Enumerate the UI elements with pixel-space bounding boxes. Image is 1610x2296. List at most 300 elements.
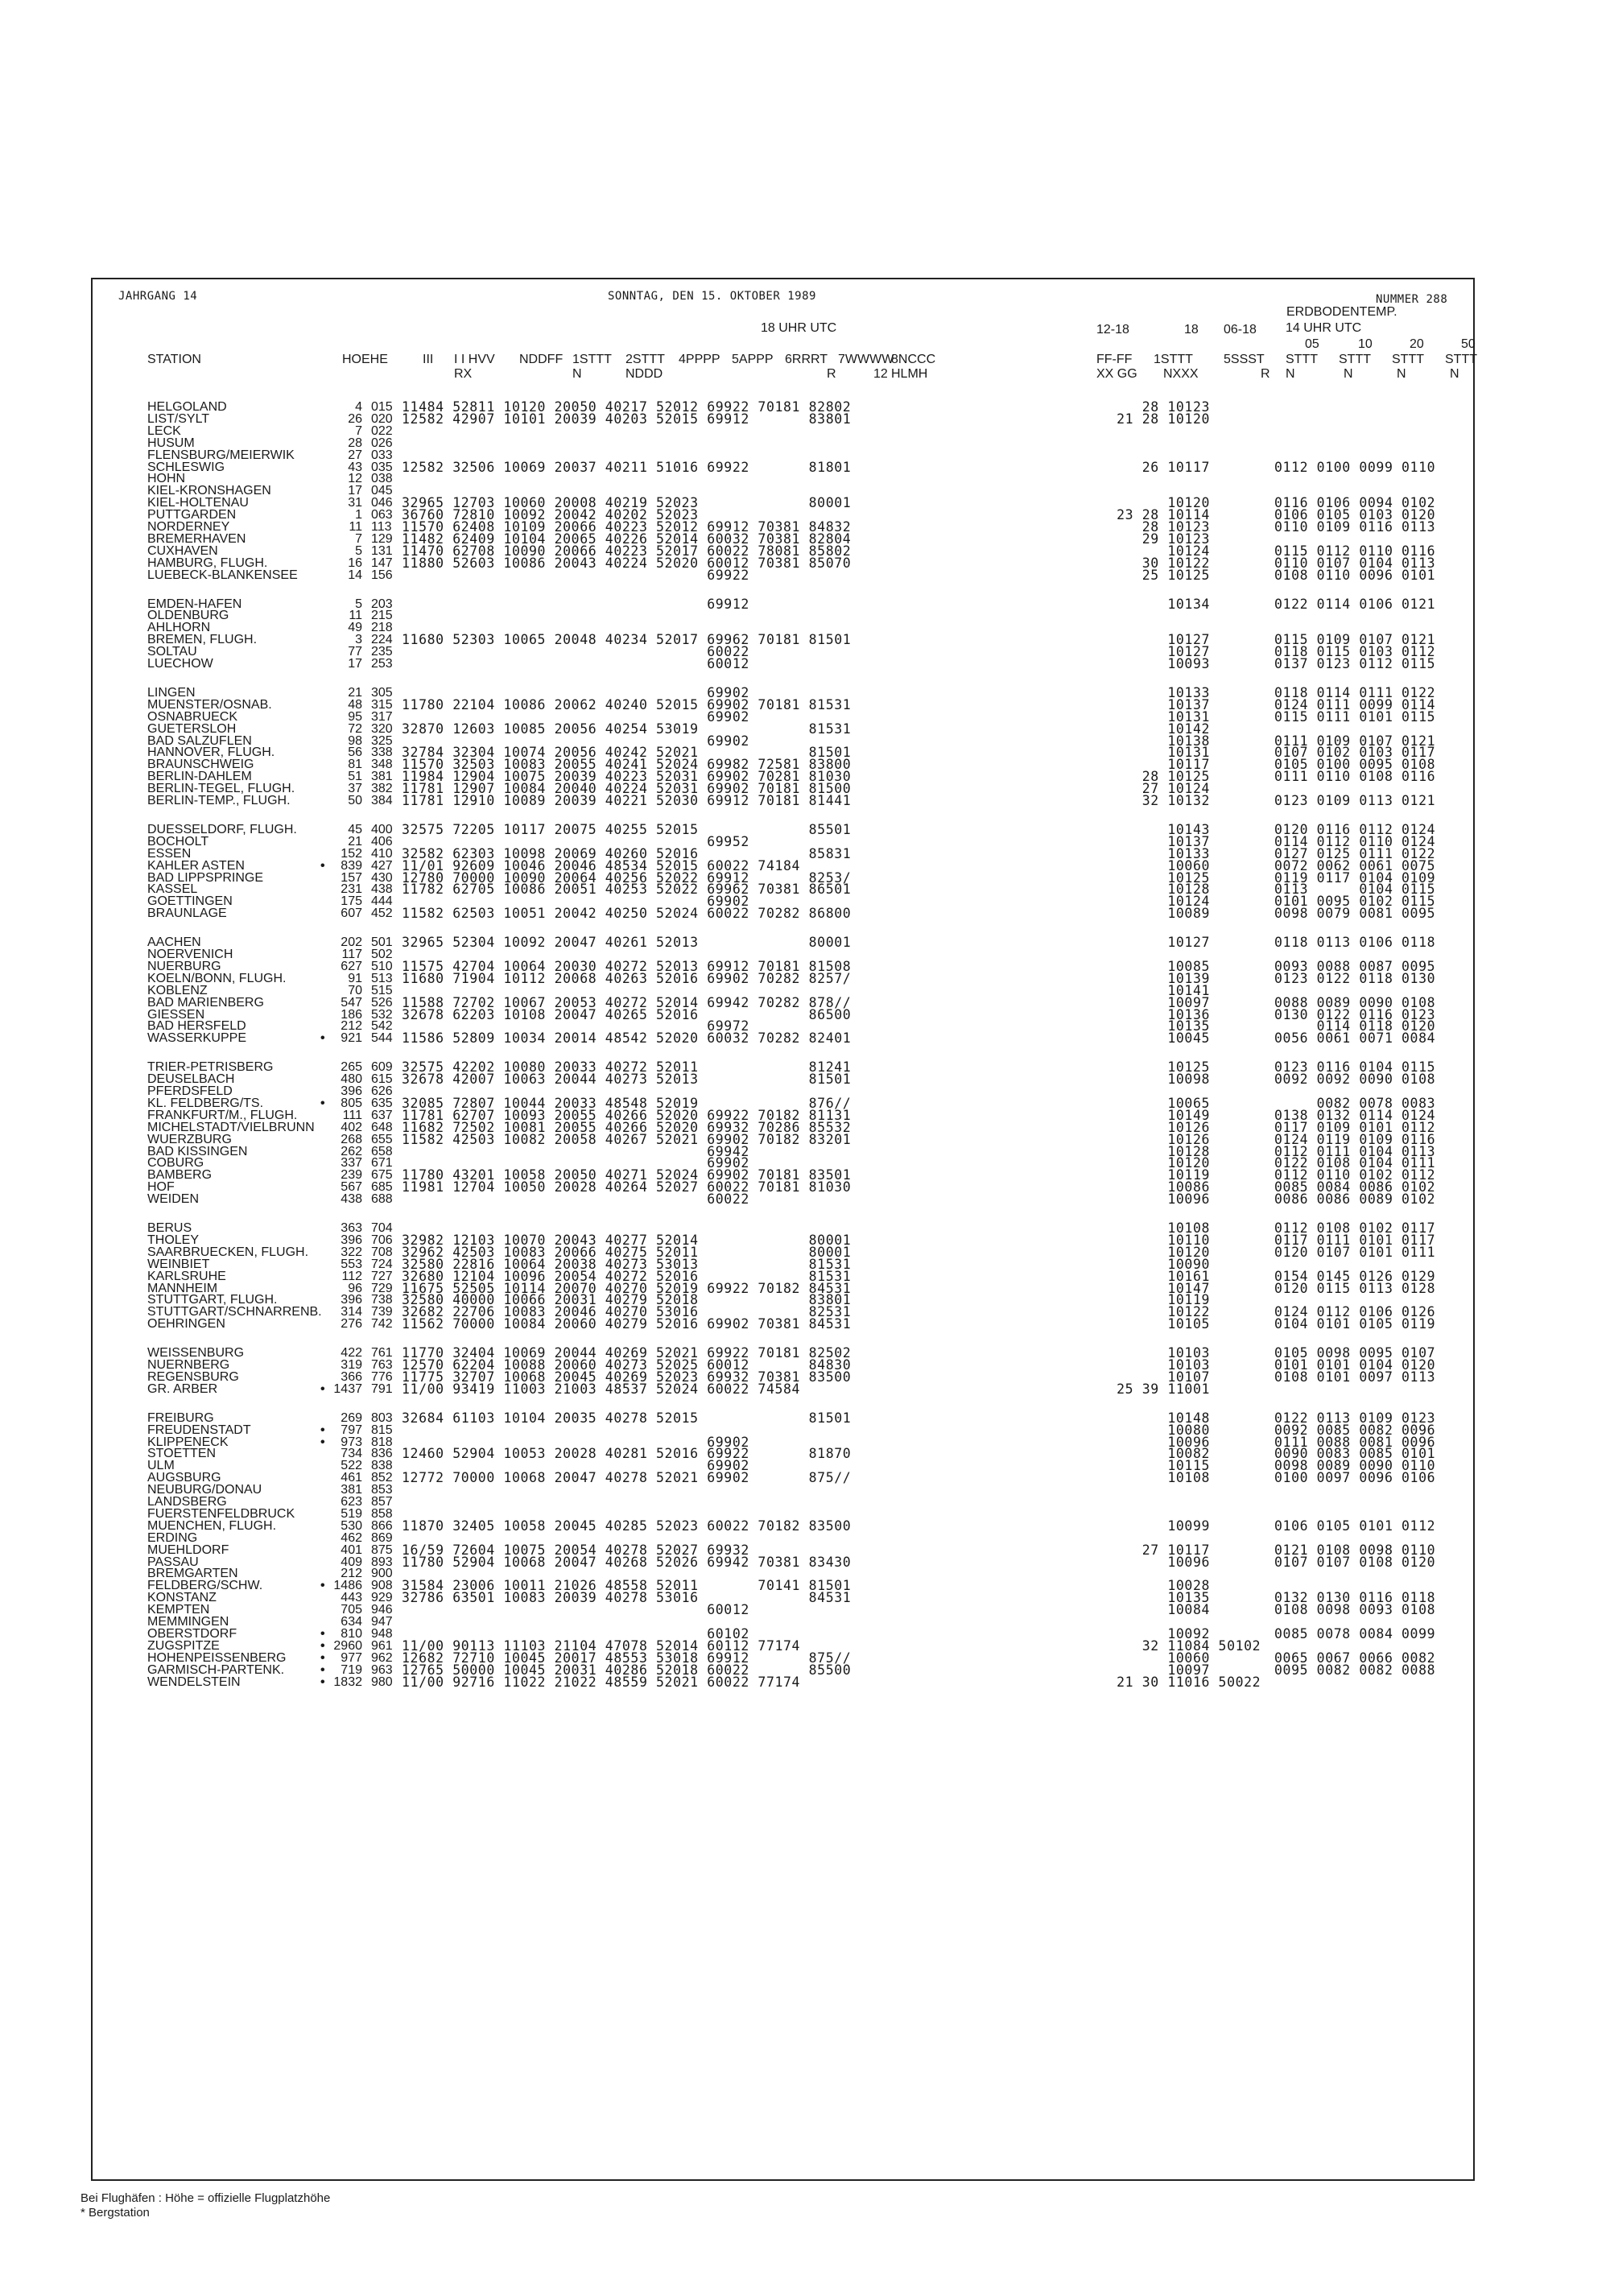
soil-temps: 0123 0109 0113 0121 [1274,793,1436,808]
synop-groups: 11570 32503 10083 20055 40241 52024 69982 72581 83800 [402,757,852,773]
extreme-groups: 10122 [1083,1304,1211,1320]
extreme-groups: 21 28 10120 [1083,411,1211,427]
synop-groups: 11586 52809 10034 20014 48542 52020 60032 70282 82401 [402,1030,852,1047]
mountain-marker: • [320,1579,325,1593]
station-id: 893 [371,1555,393,1569]
synop-groups: 11582 42503 10082 20058 40267 52021 69902 70182 83201 [402,1131,852,1147]
extreme-groups: 10090 [1083,1256,1211,1272]
station-id: 315 [371,697,393,712]
depth-05: 05 [1305,337,1319,351]
station-name: THOLEY [147,1233,200,1247]
extreme-groups: 10096 [1083,1554,1211,1570]
station-height: 519 [341,1506,362,1521]
mountain-marker: • [320,1435,325,1449]
col-iii: III [423,353,434,366]
col-7wwww: 7WWWW [838,353,894,366]
soil-temps: 0106 0105 0103 0120 [1274,507,1436,523]
synop-groups: 69902 [402,708,749,725]
station-name: AHLHORN [147,621,211,635]
station-id: 685 [371,1180,393,1195]
station-name: GARMISCH-PARTENK. [147,1662,285,1677]
soil-temps: 0112 0108 0102 0117 [1274,1220,1436,1236]
station-height: 797 [341,1423,362,1437]
extreme-groups: 10147 [1083,1280,1211,1296]
synop-groups: 32786 63501 10083 20039 40278 53016 84531 [402,1590,852,1606]
station-id: 742 [371,1317,393,1332]
jahrgang-label: JAHRGANG 14 [118,290,198,303]
station-height: 45 [348,822,362,836]
station-height: 98 [348,733,362,748]
station-id: 022 [371,423,393,438]
synop-groups: 60022 [402,644,749,660]
synop-groups: 11562 70000 10084 20060 40279 52016 69902 70381 84531 [402,1316,852,1332]
synop-groups: 11680 71904 10112 20068 40263 52016 69902 70282 8257/ [402,970,852,986]
station-height: 111 [342,1108,362,1122]
station-name: LANDSBERG [147,1495,227,1509]
station-height: 839 [341,858,362,873]
station-height: 401 [341,1542,362,1557]
synop-groups: 11/01 92609 10046 20046 48534 52015 60022 74184 [402,857,801,873]
extreme-groups: 10131 [1083,708,1211,725]
extreme-groups: 10142 [1083,721,1211,737]
station-height: 319 [341,1358,362,1372]
station-name: KAHLER ASTEN [147,858,245,873]
station-height: 973 [341,1435,362,1449]
col-4pppp: 4PPPP [679,353,720,366]
station-id: 156 [371,568,393,582]
synop-groups: 11484 52811 10120 20050 40217 52012 69922 70181 82802 [402,399,852,415]
synop-groups: 12780 70000 10090 20064 40256 52022 69912 8253/ [402,869,852,886]
station-height: 202 [341,935,362,950]
soil-temps: 0098 0079 0081 0095 [1274,906,1436,922]
soil-temps: 0085 0084 0086 0102 [1274,1179,1436,1195]
station-id: 858 [371,1506,393,1521]
station-id: 305 [371,685,393,700]
station-height: 396 [341,1293,362,1307]
soil-temps: 0124 0111 0099 0114 [1274,696,1436,712]
col-r2: R [1261,367,1270,381]
soil-temps: 0065 0067 0066 0082 [1274,1650,1436,1666]
station-id: 739 [371,1305,393,1319]
station-height: 719 [341,1662,362,1677]
station-id: 675 [371,1168,393,1183]
synop-groups: 11/00 92716 11022 21022 48559 52021 60022 77174 [402,1674,801,1690]
station-name: LUEBECK-BLANKENSEE [147,568,298,582]
station-id: 609 [371,1060,393,1075]
soil-temps: 0111 0088 0081 0096 [1274,1434,1436,1450]
station-height: 396 [341,1233,362,1247]
station-id: 615 [371,1072,393,1087]
station-row [93,1031,1473,1046]
station-name: OBERSTDORF [147,1626,237,1641]
soil-temps: 0117 0109 0101 0112 [1274,1119,1436,1135]
mountain-marker: • [320,1031,325,1046]
station-name: HOHENPEISSENBERG [147,1650,287,1665]
extreme-groups: 10117 [1083,757,1211,773]
station-name: KIEL-HOLTENAU [147,496,249,510]
station-name: FLENSBURG/MEIERWIK [147,448,295,462]
station-id: 035 [371,460,393,474]
synop-groups: 32580 22816 10064 20038 40273 53013 81531 [402,1256,852,1272]
extreme-groups: 10137 [1083,833,1211,849]
col-n1: N [1286,367,1295,381]
soil-temps: 0123 0116 0104 0115 [1274,1059,1436,1076]
col-nddd: NDDD [625,367,663,381]
station-height: 81 [348,758,362,772]
synop-groups: 12460 52904 10053 20028 40281 52016 69922 81870 [402,1446,852,1462]
depth-50: 50 [1461,337,1476,351]
synop-groups: 11675 52505 10114 20070 40270 52019 69922 70182 84531 [402,1280,852,1296]
mountain-marker: • [320,1638,325,1653]
extreme-groups: 10097 [1083,994,1211,1010]
extreme-groups: 10060 [1083,857,1211,873]
station-name: HAMBURG, FLUGH. [147,555,268,570]
station-height: 547 [341,995,362,1010]
station-id: 857 [371,1495,393,1509]
extreme-groups: 10080 [1083,1422,1211,1438]
station-name: WEINBIET [147,1257,210,1271]
extreme-groups: 10096 [1083,1434,1211,1450]
station-row [93,1317,1473,1332]
station-name: SCHLESWIG [147,460,225,474]
synop-groups: 32965 52304 10092 20047 40261 52013 80001 [402,935,852,951]
mountain-marker: • [320,1662,325,1677]
extreme-groups: 23 28 10114 [1083,507,1211,523]
station-height: 12 [348,472,362,486]
station-name: BREMERHAVEN [147,531,246,546]
soil-temps: 0111 0110 0108 0116 [1274,769,1436,785]
utc14-label: 14 UHR UTC [1286,321,1362,335]
synop-groups: 12582 32506 10069 20037 40211 51016 69922 81801 [402,459,852,475]
col-12: 12 [873,367,888,381]
extreme-groups: 10120 [1083,1155,1211,1171]
station-row [93,906,1473,921]
station-name: BERUS [147,1221,192,1235]
mountain-marker: • [320,1423,325,1437]
synop-groups: 36760 72810 10092 20042 40202 52023 [402,507,699,523]
station-height: 276 [341,1317,362,1332]
report-table-frame [91,278,1475,2181]
extreme-groups: 10128 [1083,882,1211,898]
synop-groups: 32682 22706 10083 20046 40270 53016 82531 [402,1304,852,1320]
soil-temps: 0118 0114 0111 0122 [1274,684,1436,700]
station-id: 962 [371,1650,393,1665]
station-id: 400 [371,822,393,836]
extreme-groups: 10045 [1083,1030,1211,1047]
station-name: REGENSBURG [147,1369,239,1384]
soil-temps: 0092 0085 0082 0096 [1274,1422,1436,1438]
station-name: TRIER-PETRISBERG [147,1060,274,1075]
station-id: 761 [371,1346,393,1361]
synop-groups: 12765 50000 10045 20031 40286 52018 60022 85500 [402,1662,852,1678]
station-id: 382 [371,782,393,796]
station-name: KONSTANZ [147,1591,217,1605]
depth-10: 10 [1358,337,1373,351]
synop-groups: 12772 70000 10068 20047 40278 52021 69902 875// [402,1470,852,1486]
station-height: 567 [341,1180,362,1195]
synop-groups: 11680 52303 10065 20048 40234 52017 69962 70181 81501 [402,632,852,648]
col-1sttt: 1STTT [572,353,612,366]
station-height: 422 [341,1346,362,1361]
station-height: 49 [348,621,362,635]
station-id: 235 [371,645,393,659]
soil-temps: 0104 0101 0105 0119 [1274,1316,1436,1332]
station-id: 129 [371,531,393,546]
extreme-groups: 10103 [1083,1357,1211,1373]
station-row [93,568,1473,583]
synop-groups: 32962 42503 10083 20066 40275 52011 80001 [402,1244,852,1260]
station-id: 815 [371,1423,393,1437]
station-id: 381 [371,770,393,784]
synop-groups: 69902 [402,1434,749,1450]
extreme-groups: 10139 [1083,970,1211,986]
station-id: 637 [371,1108,393,1122]
soil-temps: 0118 0115 0103 0112 [1274,644,1436,660]
col-5ssst: 5SSST [1224,353,1265,366]
station-id: 045 [371,484,393,498]
station-height: 96 [348,1281,362,1295]
station-height: 48 [348,697,362,712]
soil-temps: 0117 0111 0101 0117 [1274,1232,1436,1248]
synop-groups: 32678 42007 10063 20044 40273 52013 81501 [402,1072,852,1088]
extreme-groups: 10120 [1083,495,1211,511]
mountain-marker: • [320,1381,325,1396]
station-name: WUERZBURG [147,1132,232,1146]
station-height: 11 [349,520,362,534]
station-id: 875 [371,1542,393,1557]
soil-temps: 0122 0113 0109 0123 [1274,1410,1436,1426]
station-id: 203 [371,597,393,611]
col-soil-50: STTT [1445,353,1477,366]
station-name: MUENCHEN, FLUGH. [147,1518,277,1533]
synop-groups: 11/00 93419 11003 21003 48537 52024 60022 74584 [402,1381,801,1397]
station-name: LECK [147,423,181,438]
footnote-airport: Bei Flughäfen : Höhe = offizielle Flugplatzhöhe [80,2191,331,2205]
station-id: 501 [371,935,393,950]
station-id: 776 [371,1369,393,1384]
station-name: WENDELSTEIN [147,1675,241,1689]
station-name: OLDENBURG [147,609,229,623]
station-name: BERLIN-TEMP., FLUGH. [147,794,291,807]
col-8nccc: 8NCCC [891,353,936,366]
utc18-label: 18 UHR UTC [761,321,837,335]
station-name: WEIDEN [147,1192,199,1207]
extreme-groups: 25 10125 [1083,567,1211,583]
station-height: 26 [348,411,362,426]
station-height: 186 [341,1007,362,1022]
station-row [93,794,1473,808]
station-height: 117 [341,948,362,961]
station-height: 443 [341,1591,362,1605]
soil-temps: 0113 0104 0115 [1274,882,1436,898]
extreme-groups: 32 10132 [1083,793,1211,808]
soil-temps: 0090 0083 0085 0101 [1274,1446,1436,1462]
station-name: COBURG [147,1156,204,1171]
station-name: ULM [147,1459,175,1473]
station-id: 026 [371,436,393,450]
synop-groups: 69902 [402,1155,749,1171]
synop-groups: 32784 32304 10074 20056 40242 52021 81501 [402,745,852,761]
extreme-groups: 10127 [1083,935,1211,951]
station-name: GR. ARBER [147,1381,218,1396]
station-height: 265 [341,1060,362,1075]
station-name: NORDERNEY [147,520,230,534]
station-height: 175 [341,894,362,909]
mountain-marker: • [320,1096,325,1110]
extreme-groups: 10120 [1083,1244,1211,1260]
period-12-18: 12-18 [1096,323,1129,337]
station-id: 948 [371,1626,393,1641]
station-id: 671 [371,1156,393,1171]
extreme-groups: 28 10123 [1083,519,1211,535]
station-height: 366 [341,1369,362,1384]
station-id: 869 [371,1530,393,1545]
synop-groups: 32678 62203 10108 20047 40265 52016 86500 [402,1006,852,1022]
station-id: 818 [371,1435,393,1449]
station-name: BAD HERSFELD [147,1019,246,1034]
synop-groups: 11/00 90113 11103 21104 47078 52014 60112 77174 [402,1637,801,1654]
soil-temps: 0086 0086 0089 0102 [1274,1191,1436,1208]
station-id: 317 [371,709,393,724]
col-r: R [827,367,836,381]
station-id: 515 [371,983,393,997]
period-06-18: 06-18 [1224,323,1257,337]
station-height: 810 [341,1626,362,1641]
soil-temps: 0108 0110 0096 0101 [1274,567,1436,583]
station-height: 27 [348,448,362,462]
station-id: 900 [371,1567,393,1581]
synop-groups: 32965 12703 10060 20008 40219 52023 80001 [402,495,852,511]
station-id: 866 [371,1518,393,1533]
station-name: BAD LIPPSPRINGE [147,870,264,885]
synop-groups: 11582 62503 10051 20042 40250 52024 60022 70282 86800 [402,906,852,922]
synop-groups: 11570 62408 10109 20066 40223 52012 69912 70381 84832 [402,519,852,535]
station-name: KEMPTEN [147,1603,210,1617]
station-id: 852 [371,1471,393,1485]
station-name: MICHELSTADT/VIELBRUNN [147,1120,315,1134]
synop-groups: 32582 62303 10098 20069 40260 52016 85831 [402,845,852,861]
synop-groups: 31584 23006 10011 21026 48558 52011 70141 81501 [402,1578,852,1594]
col-nddff: NDDFF [519,353,564,366]
station-name: LIST/SYLT [147,411,210,426]
soil-temps: 0115 0111 0101 0115 [1274,708,1436,725]
report-number: NUMMER 288 [1376,293,1448,306]
col-nxxx: NXXX [1163,367,1199,381]
station-height: 461 [341,1471,362,1485]
extreme-groups: 10098 [1083,1072,1211,1088]
soil-temps: 0114 0118 0120 [1274,1018,1436,1034]
extreme-groups: 10137 [1083,696,1211,712]
soil-temps: 0127 0125 0111 0122 [1274,845,1436,861]
station-name: HUSUM [147,436,195,450]
station-id: 791 [371,1381,393,1396]
extreme-groups: 10065 [1083,1095,1211,1111]
soil-temps: 0124 0119 0109 0116 [1274,1131,1436,1147]
station-row [93,1675,1473,1690]
station-height: 2960 [333,1638,362,1653]
station-height: 17 [348,484,362,498]
col-soil-05: STTT [1286,353,1318,366]
station-height: 4 [355,400,362,414]
synop-groups: 32580 40000 10066 20031 40279 52018 83801 [402,1292,852,1308]
soil-temps: 0112 0110 0102 0112 [1274,1167,1436,1183]
station-height: 480 [341,1072,362,1087]
extreme-groups: 10092 [1083,1625,1211,1641]
synop-groups: 11782 62705 10086 20051 40253 52022 69962 70381 86501 [402,882,852,898]
station-name: PFERDSFELD [147,1084,233,1098]
soil-temps: 0138 0132 0114 0124 [1274,1107,1436,1123]
extreme-groups: 10119 [1083,1292,1211,1308]
synop-groups: 11575 42704 10064 20030 40272 52013 69912 70181 81508 [402,958,852,974]
soil-temps: 0108 0098 0093 0108 [1274,1602,1436,1618]
col-n2: N [1344,367,1353,381]
col-ihvv: I I HVV [454,353,495,366]
station-id: 215 [371,609,393,623]
station-id: 908 [371,1579,393,1593]
station-name: MEMMINGEN [147,1615,229,1629]
extreme-groups: 10108 [1083,1470,1211,1486]
station-name: GUETERSLOH [147,721,237,736]
synop-groups: 11780 22104 10086 20062 40240 52015 69902 70181 81531 [402,696,852,712]
mountain-marker: • [320,1675,325,1689]
station-id: 836 [371,1447,393,1461]
station-id: 046 [371,496,393,510]
soil-temps: 0082 0078 0083 [1274,1095,1436,1111]
extreme-groups: 28 10125 [1083,769,1211,785]
station-name: STUTTGART/SCHNARRENB. [147,1305,322,1319]
station-name: CUXHAVEN [147,543,218,558]
station-height: 553 [341,1257,362,1271]
synop-groups: 69922 [402,567,749,583]
synop-groups: 11770 32404 10069 20044 40269 52021 69922 70181 82502 [402,1345,852,1361]
station-height: 1832 [333,1675,362,1689]
soil-temps: 0120 0107 0101 0111 [1274,1244,1436,1260]
station-name: AUGSBURG [147,1471,221,1485]
synop-groups: 32085 72807 10044 20033 48548 52019 876// [402,1095,852,1111]
station-height: 17 [348,657,362,671]
station-height: 268 [341,1132,362,1146]
station-height: 623 [341,1495,362,1509]
station-height: 530 [341,1518,362,1533]
station-height: 7 [355,423,362,438]
extreme-groups: 10097 [1083,1662,1211,1678]
station-id: 427 [371,858,393,873]
extreme-groups: 10124 [1083,543,1211,559]
station-id: 853 [371,1483,393,1497]
station-name: BAD SALZUFLEN [147,733,252,748]
extreme-groups: 28 10123 [1083,399,1211,415]
extreme-groups: 10134 [1083,596,1211,612]
synop-groups: 11781 62707 10093 20055 40266 52020 69922 70182 81131 [402,1107,852,1123]
soil-temps: 0106 0105 0101 0112 [1274,1518,1436,1534]
station-height: 634 [341,1615,362,1629]
station-name: BRAUNSCHWEIG [147,758,254,772]
station-id: 542 [371,1019,393,1034]
synop-groups: 69902 [402,733,749,749]
station-id: 253 [371,657,393,671]
mountain-marker: • [320,1650,325,1665]
col-n3: N [1397,367,1406,381]
station-height: 337 [341,1156,362,1171]
synop-groups: 11482 62409 10104 20065 40226 52014 60032 70381 82804 [402,531,852,547]
soil-temps: 0110 0109 0116 0113 [1274,519,1436,535]
depth-20: 20 [1410,337,1424,351]
soil-temps: 0107 0102 0103 0117 [1274,745,1436,761]
synop-groups: 32575 42202 10080 20033 40272 52011 81241 [402,1059,852,1076]
hour-18: 18 [1184,323,1199,337]
synop-groups: 69902 [402,894,749,910]
station-name: WEISSENBURG [147,1346,245,1361]
